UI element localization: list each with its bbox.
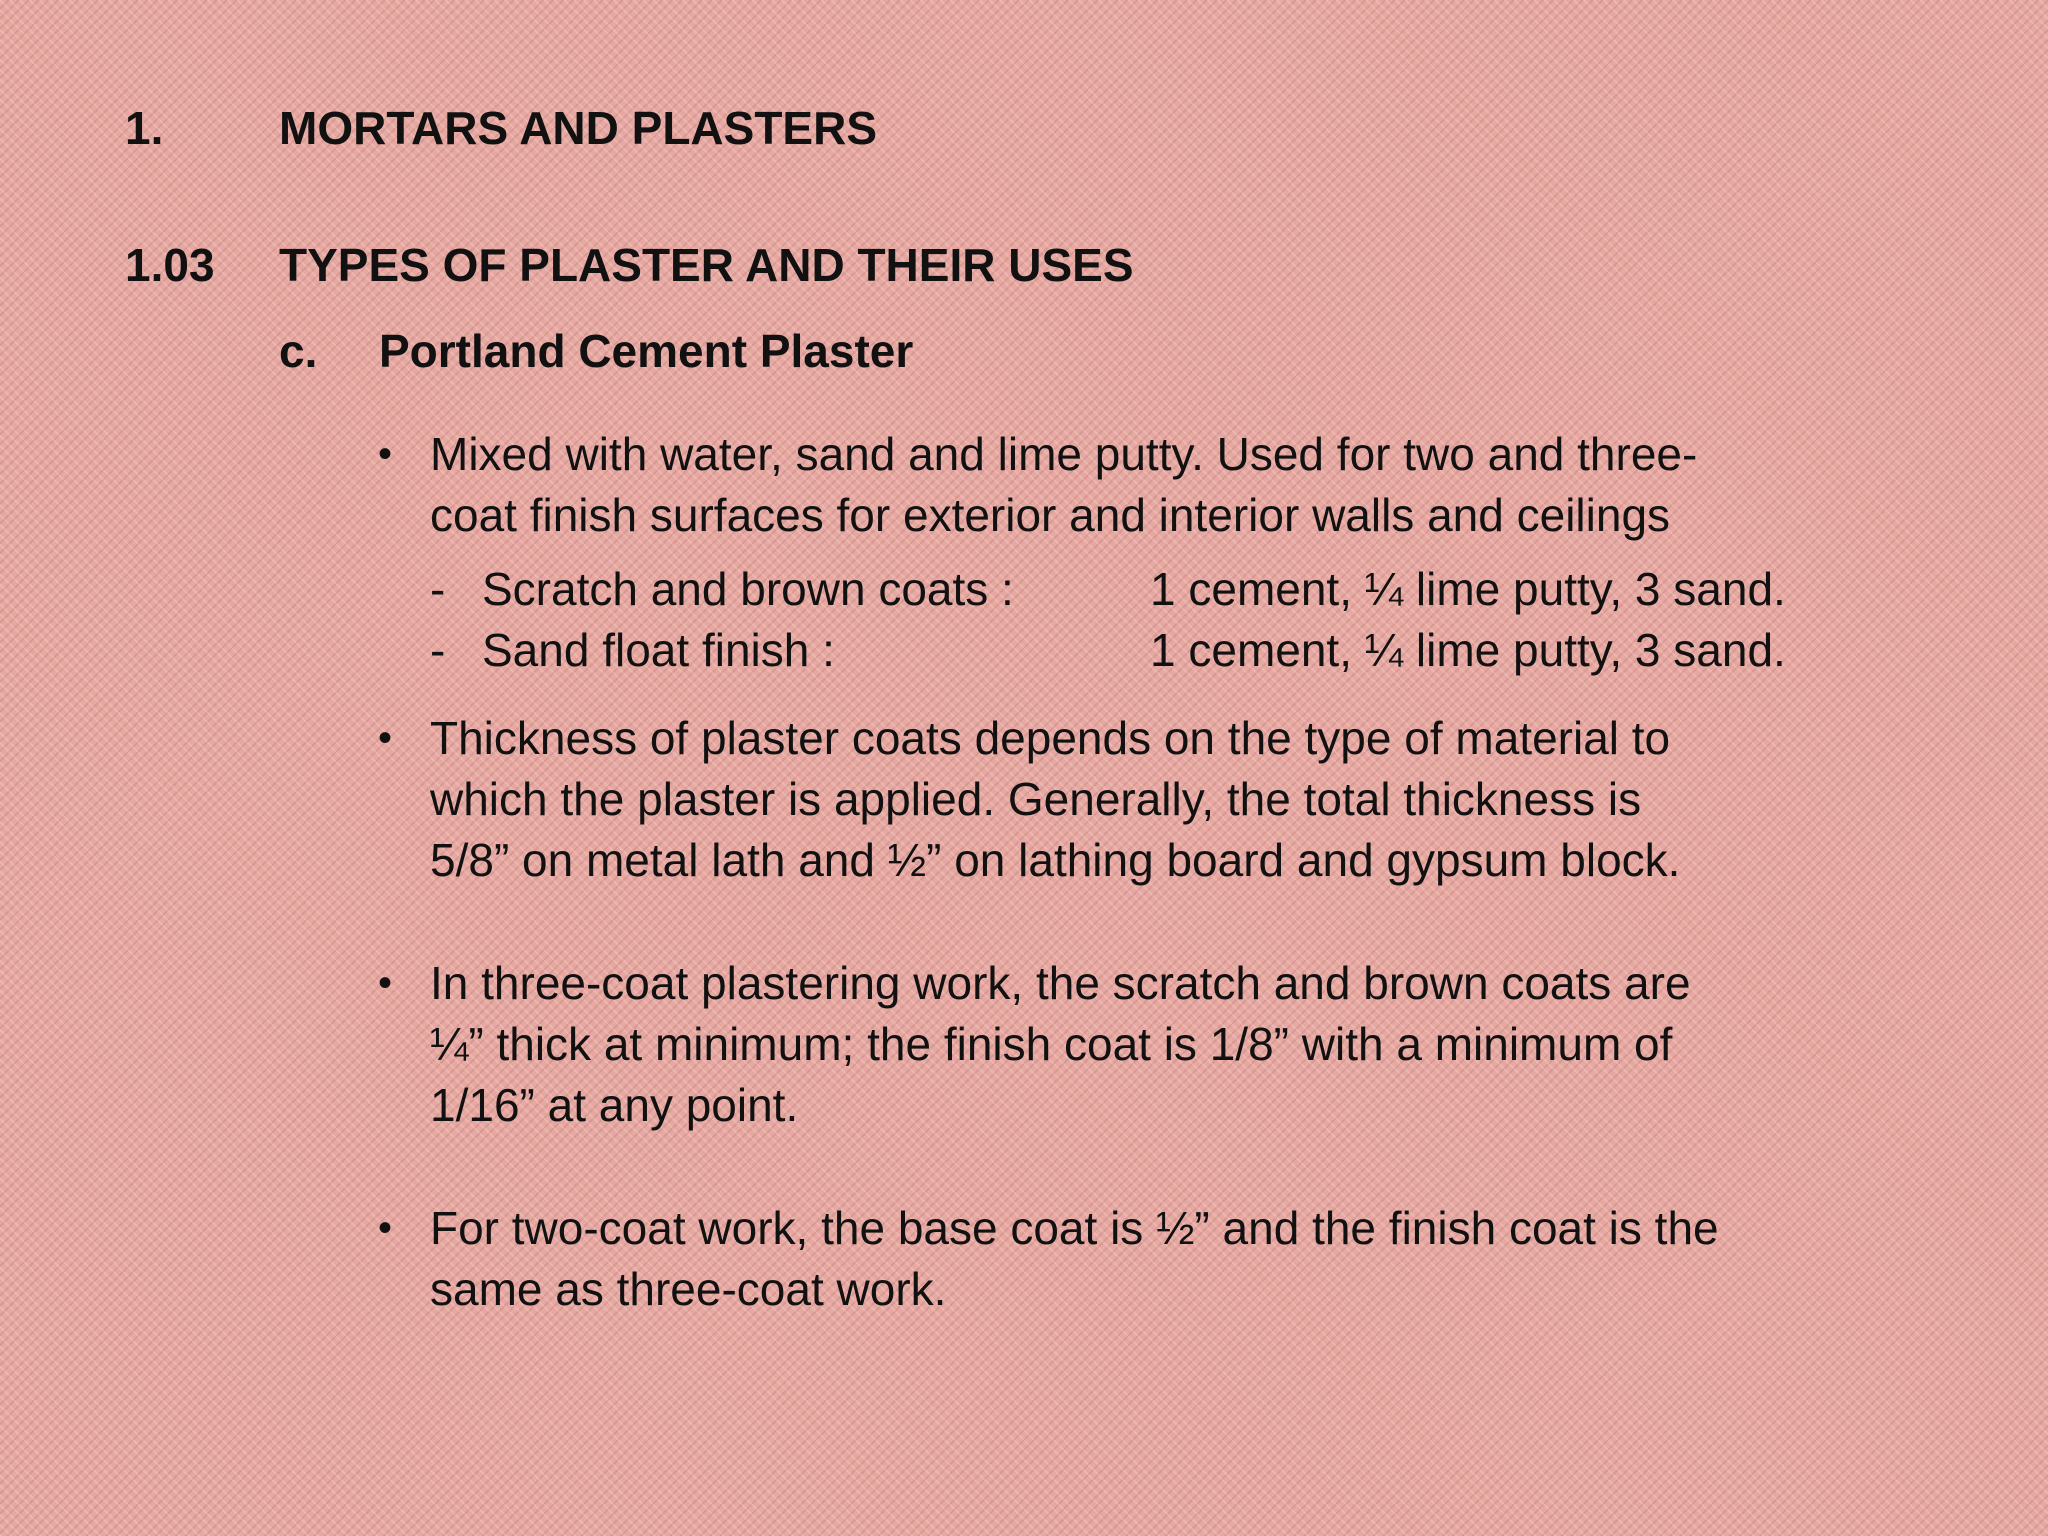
- item-letter: c.: [279, 325, 318, 377]
- mix-dash: -: [430, 563, 446, 615]
- bullet-marker: •: [378, 716, 393, 760]
- bullet-marker: •: [378, 432, 393, 476]
- mix-value-1: 1 cement, ¼ lime putty, 3 sand.: [1150, 563, 1786, 615]
- bullet-text-4: For two-coat work, the base coat is ½” and the finish coat is the same as three-coat work.: [430, 1202, 1719, 1315]
- bullet-marker: •: [378, 961, 393, 1005]
- item-title: Portland Cement Plaster: [379, 325, 914, 377]
- mix-label-1: Scratch and brown coats :: [482, 563, 1014, 615]
- subsection-title: TYPES OF PLASTER AND THEIR USES: [279, 239, 1134, 291]
- mix-value-2: 1 cement, ¼ lime putty, 3 sand.: [1150, 624, 1786, 676]
- section-title: MORTARS AND PLASTERS: [279, 102, 877, 154]
- section-number: 1.: [125, 102, 164, 154]
- bullet-text-1: Mixed with water, sand and lime putty. Used for two and three- coat finish surfaces for exterior and interior walls and ceilings: [430, 428, 1698, 541]
- mix-dash: -: [430, 624, 446, 676]
- bullet-text-3: In three-coat plastering work, the scratch and brown coats are ¼” thick at minimum; the finish coat is 1/8” with a minimum of 1/16” at any point.: [430, 957, 1691, 1131]
- mix-label-2: Sand float finish :: [482, 624, 835, 676]
- bullet-text-2: Thickness of plaster coats depends on the type of material to which the plaster is applied. Generally, the total thickness is 5/8” on metal lath and ½” on lathing board and gypsum block.: [430, 712, 1681, 886]
- bullet-marker: •: [378, 1206, 393, 1250]
- subsection-number: 1.03: [125, 239, 215, 291]
